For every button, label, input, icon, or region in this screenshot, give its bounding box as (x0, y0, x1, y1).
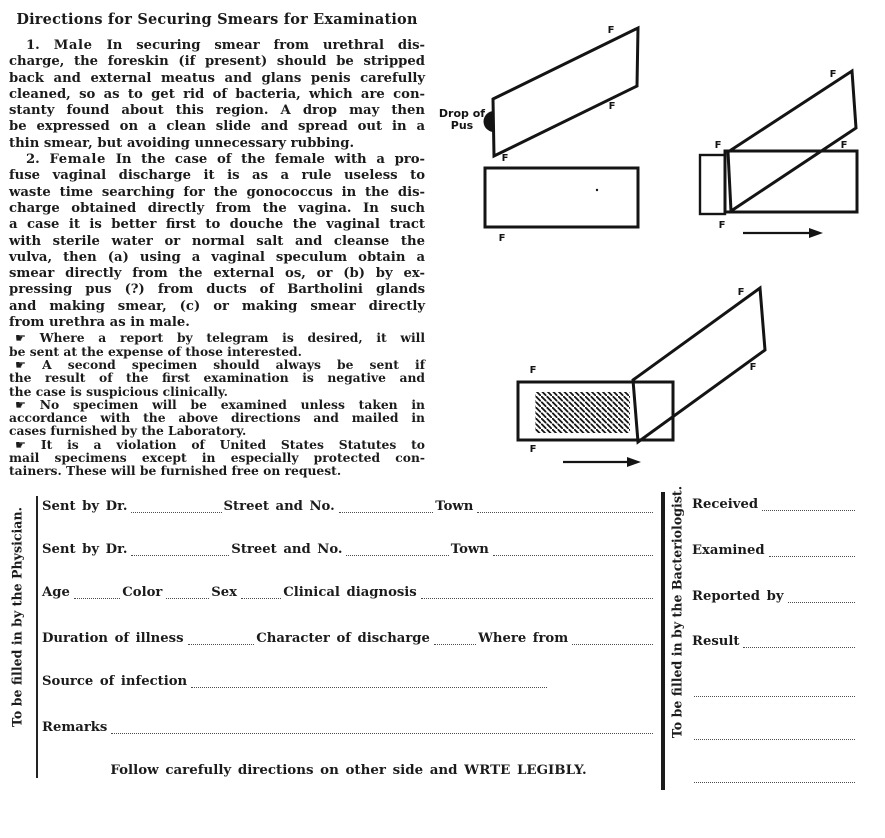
tilted-slide-outline (728, 71, 856, 211)
f-corner-mark: F (749, 362, 757, 373)
flat-slide-end-outline (700, 155, 725, 214)
text-line: with sterile water or normal salt and cleanse the (9, 233, 425, 249)
f-corner-mark: F (501, 153, 509, 164)
dotted-field-line (434, 632, 476, 645)
field-label-color: Color (122, 585, 163, 600)
smear-hatch-area (535, 392, 630, 433)
directions-paragraph (9, 38, 425, 152)
field-label-remarks: Remarks (42, 720, 108, 735)
diagram-drop-on-slide (439, 25, 638, 244)
text-line: accordance with the above directions and mailed in (9, 410, 425, 426)
dotted-field-line (769, 544, 855, 557)
f-corner-mark: F (529, 444, 537, 455)
dotted-field-line (111, 721, 653, 734)
field-label-street-no: Street and No. (231, 542, 343, 557)
f-corner-mark: F (737, 287, 745, 298)
dotted-field-line (339, 500, 434, 513)
text-line: charge obtained directly from the vagina. In such (9, 200, 425, 216)
text-line: ☛ A second specimen should always be sent if (15, 356, 425, 372)
f-corner-mark: F (608, 101, 616, 112)
text-line: thin smear, but avoiding unnecessary rubbing. (9, 135, 355, 151)
field-label-character-of-discharge: Character of discharge (256, 631, 430, 646)
tilted-slide-outline (493, 28, 638, 156)
text-line: the result of the first examination is negative and (9, 370, 425, 386)
f-corner-mark: F (840, 140, 848, 151)
text-line: 2. Female In the case of the female with a pro- (26, 152, 426, 168)
dotted-field-line (191, 675, 547, 688)
text-line: pressing pus (?) from ducts of Bartholini glands (9, 282, 425, 298)
directions-paragraph (9, 331, 425, 358)
dotted-field-line (131, 500, 221, 513)
dotted-field-line (346, 543, 448, 556)
form-footer-instruction: Follow carefully directions on other side and WRTE LEGIBLY. (110, 762, 587, 778)
field-label-clinical-diagnosis: Clinical diagnosis (283, 585, 417, 600)
text-line: back and external meatus and glans penis carefully (9, 70, 425, 86)
form-row-received (692, 495, 857, 512)
directions-paragraph (9, 152, 425, 331)
text-line: and making smear, (c) or making smear directly (9, 298, 425, 314)
drop-of-pus-label: Drop of (438, 107, 486, 120)
dotted-field-line (74, 586, 120, 599)
text-line: mail specimens except in especially protected con- (9, 450, 425, 466)
text-line: ☛ Where a report by telegram is desired, it will (15, 330, 425, 346)
f-corner-mark: F (529, 365, 537, 376)
form-row-source-of-infection (42, 672, 655, 689)
dotted-field-line (572, 632, 653, 645)
dotted-field-line (493, 543, 653, 556)
form-row-blank (692, 767, 857, 784)
text-line: a case it is better first to douche the vaginal tract (9, 217, 425, 233)
field-label-town: Town (450, 542, 489, 557)
dotted-field-line (188, 632, 255, 645)
form-row-illness (42, 629, 655, 646)
diagram-finished-smear (518, 287, 765, 467)
dotted-field-line (694, 770, 855, 783)
field-label-age: Age (42, 585, 70, 600)
dotted-field-line (241, 586, 281, 599)
field-label-duration-of-illness: Duration of illness (42, 631, 184, 646)
f-corner-mark: F (498, 233, 506, 244)
dotted-field-line (788, 590, 856, 603)
dotted-field-line (694, 727, 855, 740)
text-line: cases furnished by the Laboratory. (9, 423, 247, 439)
field-label-sent-by-dr: Sent by Dr. (42, 499, 128, 514)
drop-of-pus-label: Pus (450, 119, 474, 132)
directions-paragraph (9, 358, 425, 398)
text-line: ☛ It is a violation of United States Statutes to (15, 436, 425, 452)
form-row-sent-by-1 (42, 497, 655, 514)
text-line: stanty found about this region. A drop may then (9, 103, 425, 119)
text-line: from urethra as in male. (9, 315, 190, 331)
text-line: cleaned, so as to get rid of bacteria, which are con- (9, 86, 425, 102)
text-line: fuse vaginal discharge it is as a rule useless to (9, 168, 425, 184)
text-line: charge, the foreskin (if present) should be stripped (9, 54, 425, 70)
dotted-field-line (694, 684, 855, 697)
field-label-sent-by-dr: Sent by Dr. (42, 542, 128, 557)
form-row-blank (692, 724, 857, 741)
text-line: waste time searching for the gonococcus in the dis- (9, 184, 425, 200)
print-speck (596, 189, 598, 191)
bacteriologist-vertical-label: To be filled in by the Bacteriologist. (669, 485, 685, 739)
right-arrow-icon (627, 457, 641, 467)
bacteriologist-column-rule (661, 492, 665, 790)
f-corner-mark: F (829, 69, 837, 80)
field-label-sex: Sex (211, 585, 237, 600)
page-title: Directions for Securing Smears for Examination (16, 11, 418, 28)
dotted-field-line (131, 543, 229, 556)
right-arrow-icon (809, 228, 823, 238)
field-label-source-of-infection: Source of infection (42, 674, 188, 689)
f-corner-mark: F (607, 25, 615, 36)
flat-slide-outline (485, 168, 638, 227)
smear-diagram-figure (420, 0, 885, 490)
form-row-remarks (42, 718, 655, 735)
text-line: tainers. These will be furnished free on request. (9, 463, 342, 479)
directions-section (9, 11, 425, 478)
tilted-slide-outline (633, 288, 765, 442)
field-label-street-no: Street and No. (223, 499, 335, 514)
form-row-result (692, 632, 857, 649)
form-row-reported-by (692, 587, 857, 604)
field-label-result: Result (692, 634, 740, 649)
text-line: be expressed on a clean slide and spread out in a (9, 119, 425, 135)
text-line: vulva, then (a) using a vaginal speculum obtain a (9, 249, 425, 265)
directions-paragraphs (9, 38, 425, 478)
dotted-field-line (421, 586, 653, 599)
dotted-field-line (477, 500, 653, 513)
physician-vertical-label: To be filled in by the Physician. (9, 506, 25, 728)
text-line: ☛ No specimen will be examined unless taken in (15, 396, 425, 412)
physician-column-rule (36, 496, 38, 778)
f-corner-mark: F (718, 220, 726, 231)
text-line: the case is suspicious clinically. (9, 383, 228, 399)
dotted-field-line (166, 586, 209, 599)
field-label-where-from: Where from (478, 631, 569, 646)
form-row-sent-by-2 (42, 540, 655, 557)
field-label-reported-by: Reported by (692, 589, 784, 604)
field-label-town: Town (435, 499, 474, 514)
directions-paragraph (9, 438, 425, 478)
form-row-examined (692, 541, 857, 558)
dotted-field-line (762, 498, 855, 511)
text-line: 1. Male In securing smear from urethral dis- (26, 38, 426, 53)
dotted-field-line (743, 635, 855, 648)
text-line: smear directly from the external os, or (b) by ex- (9, 266, 425, 282)
form-row-demographics (42, 583, 655, 600)
field-label-examined: Examined (692, 543, 765, 558)
directions-paragraph (9, 398, 425, 438)
field-label-received: Received (692, 497, 759, 512)
text-line: be sent at the expense of those interested. (9, 343, 302, 359)
diagram-spreading-start (700, 69, 857, 238)
f-corner-mark: F (714, 140, 722, 151)
form-row-blank (692, 681, 857, 698)
